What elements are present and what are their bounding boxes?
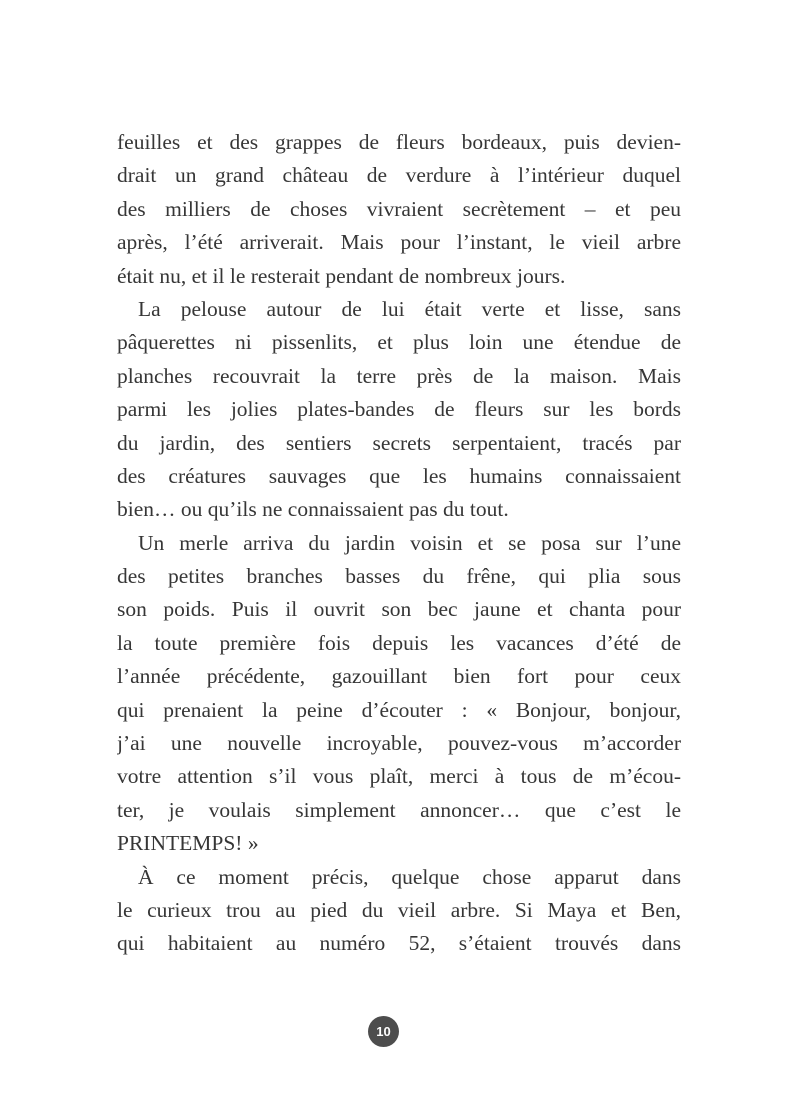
text-line: des créatures sauvages que les humains connaissaient xyxy=(117,463,681,488)
text-line: ter, je voulais simplement annoncer… que c’est le xyxy=(117,797,681,822)
text-line: bien… ou qu’ils ne connaissaient pas du tout. xyxy=(117,497,509,522)
text-line: pâquerettes ni pissenlits, et plus loin une étendue de xyxy=(117,330,681,355)
text-line: son poids. Puis il ouvrit son bec jaune et chanta pour xyxy=(117,597,681,622)
text-line: le curieux trou au pied du vieil arbre. Si Maya et Ben, xyxy=(117,897,681,922)
text-line: votre attention s’il vous plaît, merci à tous de m’écou- xyxy=(117,764,681,789)
page-number-badge xyxy=(368,1016,399,1047)
paragraph xyxy=(117,861,681,961)
text-line: La pelouse autour de lui était verte et lisse, sans xyxy=(138,296,681,321)
text-line: Un merle arriva du jardin voisin et se posa sur l’une xyxy=(138,530,681,555)
text-line: PRINTEMPS! » xyxy=(117,831,259,856)
text-line: était nu, et il le resterait pendant de nombreux jours. xyxy=(117,263,566,288)
text-line: j’ai une nouvelle incroyable, pouvez-vous m’accorder xyxy=(117,731,681,756)
text-line: planches recouvrait la terre près de la maison. Mais xyxy=(117,363,681,388)
text-line: la toute première fois depuis les vacances d’été de xyxy=(117,630,681,655)
paragraph xyxy=(117,126,681,293)
text-line: qui habitaient au numéro 52, s’étaient trouvés dans xyxy=(117,931,681,956)
text-line: l’année précédente, gazouillant bien fort pour ceux xyxy=(117,664,681,689)
text-line: du jardin, des sentiers secrets serpentaient, tracés par xyxy=(117,430,681,455)
text-line: des petites branches basses du frêne, qui plia sous xyxy=(117,564,681,589)
text-line: des milliers de choses vivraient secrètement – et peu xyxy=(117,196,681,221)
text-line: feuilles et des grappes de fleurs bordeaux, puis devien- xyxy=(117,130,681,154)
text-line: qui prenaient la peine d’écouter : « Bonjour, bonjour, xyxy=(117,697,681,722)
body-text xyxy=(117,126,681,961)
text-line: drait un grand château de verdure à l’intérieur duquel xyxy=(117,163,681,188)
paragraph xyxy=(117,293,681,527)
page-number: 10 xyxy=(376,1024,391,1039)
paragraph xyxy=(117,527,681,861)
text-line: parmi les jolies plates-bandes de fleurs sur les bords xyxy=(117,397,681,422)
text-line: après, l’été arriverait. Mais pour l’instant, le vieil arbre xyxy=(117,230,681,255)
text-line: À ce moment précis, quelque chose apparut dans xyxy=(138,864,681,889)
